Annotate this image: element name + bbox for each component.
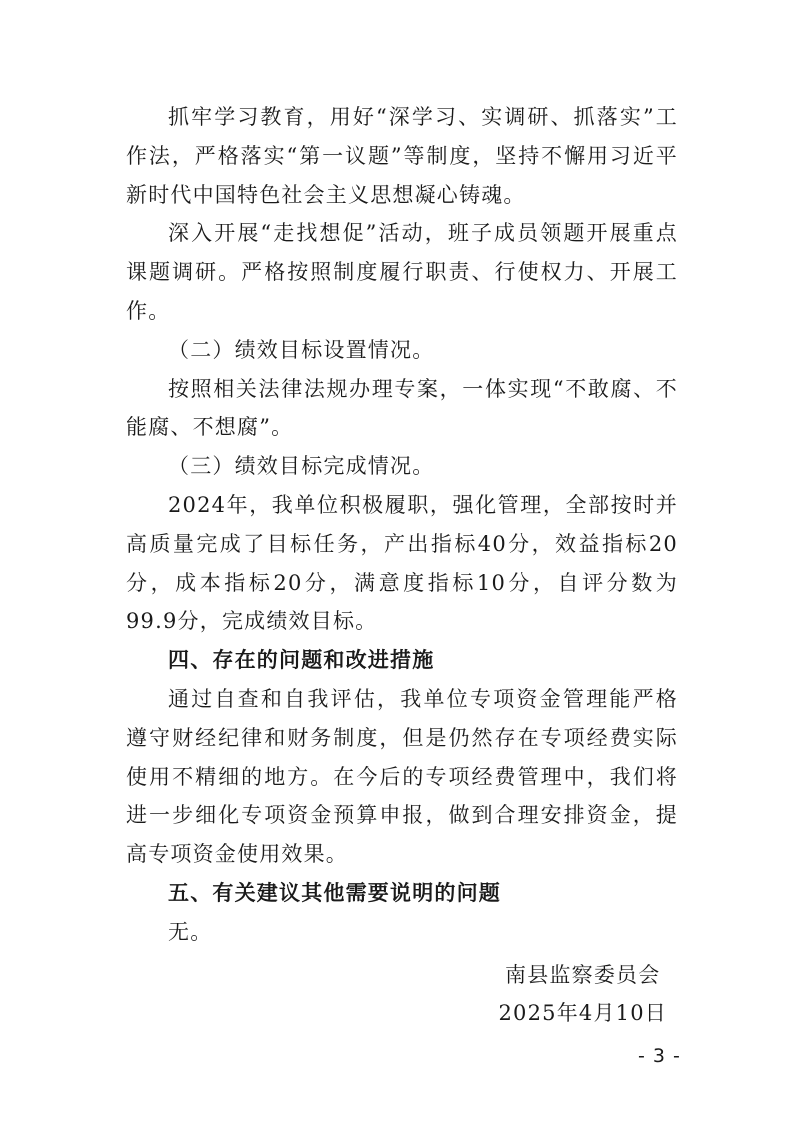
- signature-organization: 南县监察委员会: [505, 963, 661, 987]
- paragraph: 按照相关法律法规办理专案，一体实现“不敢腐、不能腐、不想腐”。: [126, 376, 678, 440]
- signature-date: 2025年4月10日: [498, 1001, 667, 1025]
- paragraph: 2024年，我单位积极履职，强化管理，全部按时并高质量完成了目标任务，产出指标40分，效益指标20分，成本指标20分，满意度指标10分，自评分数为99.9分，完成绩效目标。: [126, 492, 678, 634]
- subsection-heading: （三）绩效目标完成情况。: [168, 454, 435, 479]
- paragraph: 无。: [168, 919, 213, 944]
- section-heading: 四、存在的问题和改进措施: [168, 648, 435, 673]
- paragraph: 抓牢学习教育，用好“深学习、实调研、抓落实”工作法，严格落实“第一议题”等制度，坚持不懈用习近平新时代中国特色社会主义思想凝心铸魂。: [126, 105, 678, 207]
- page-number: - 3 -: [638, 1045, 681, 1067]
- paragraph: 通过自查和自我评估，我单位专项资金管理能严格遵守财经纪律和财务制度，但是仍然存在专项经费实际使用不精细的地方。在今后的专项经费管理中，我们将进一步细化专项资金预算申报，做到合理安排资金，提高专项资金使用效果。: [126, 686, 678, 867]
- section-heading: 五、有关建议其他需要说明的问题: [168, 880, 501, 905]
- signature-block: [498, 956, 667, 1032]
- document-body: [126, 98, 678, 952]
- paragraph: 深入开展“走找想促”活动，班子成员领题开展重点课题调研。严格按照制度履行职责、行使权力、开展工作。: [126, 221, 678, 323]
- subsection-heading: （二）绩效目标设置情况。: [168, 337, 435, 362]
